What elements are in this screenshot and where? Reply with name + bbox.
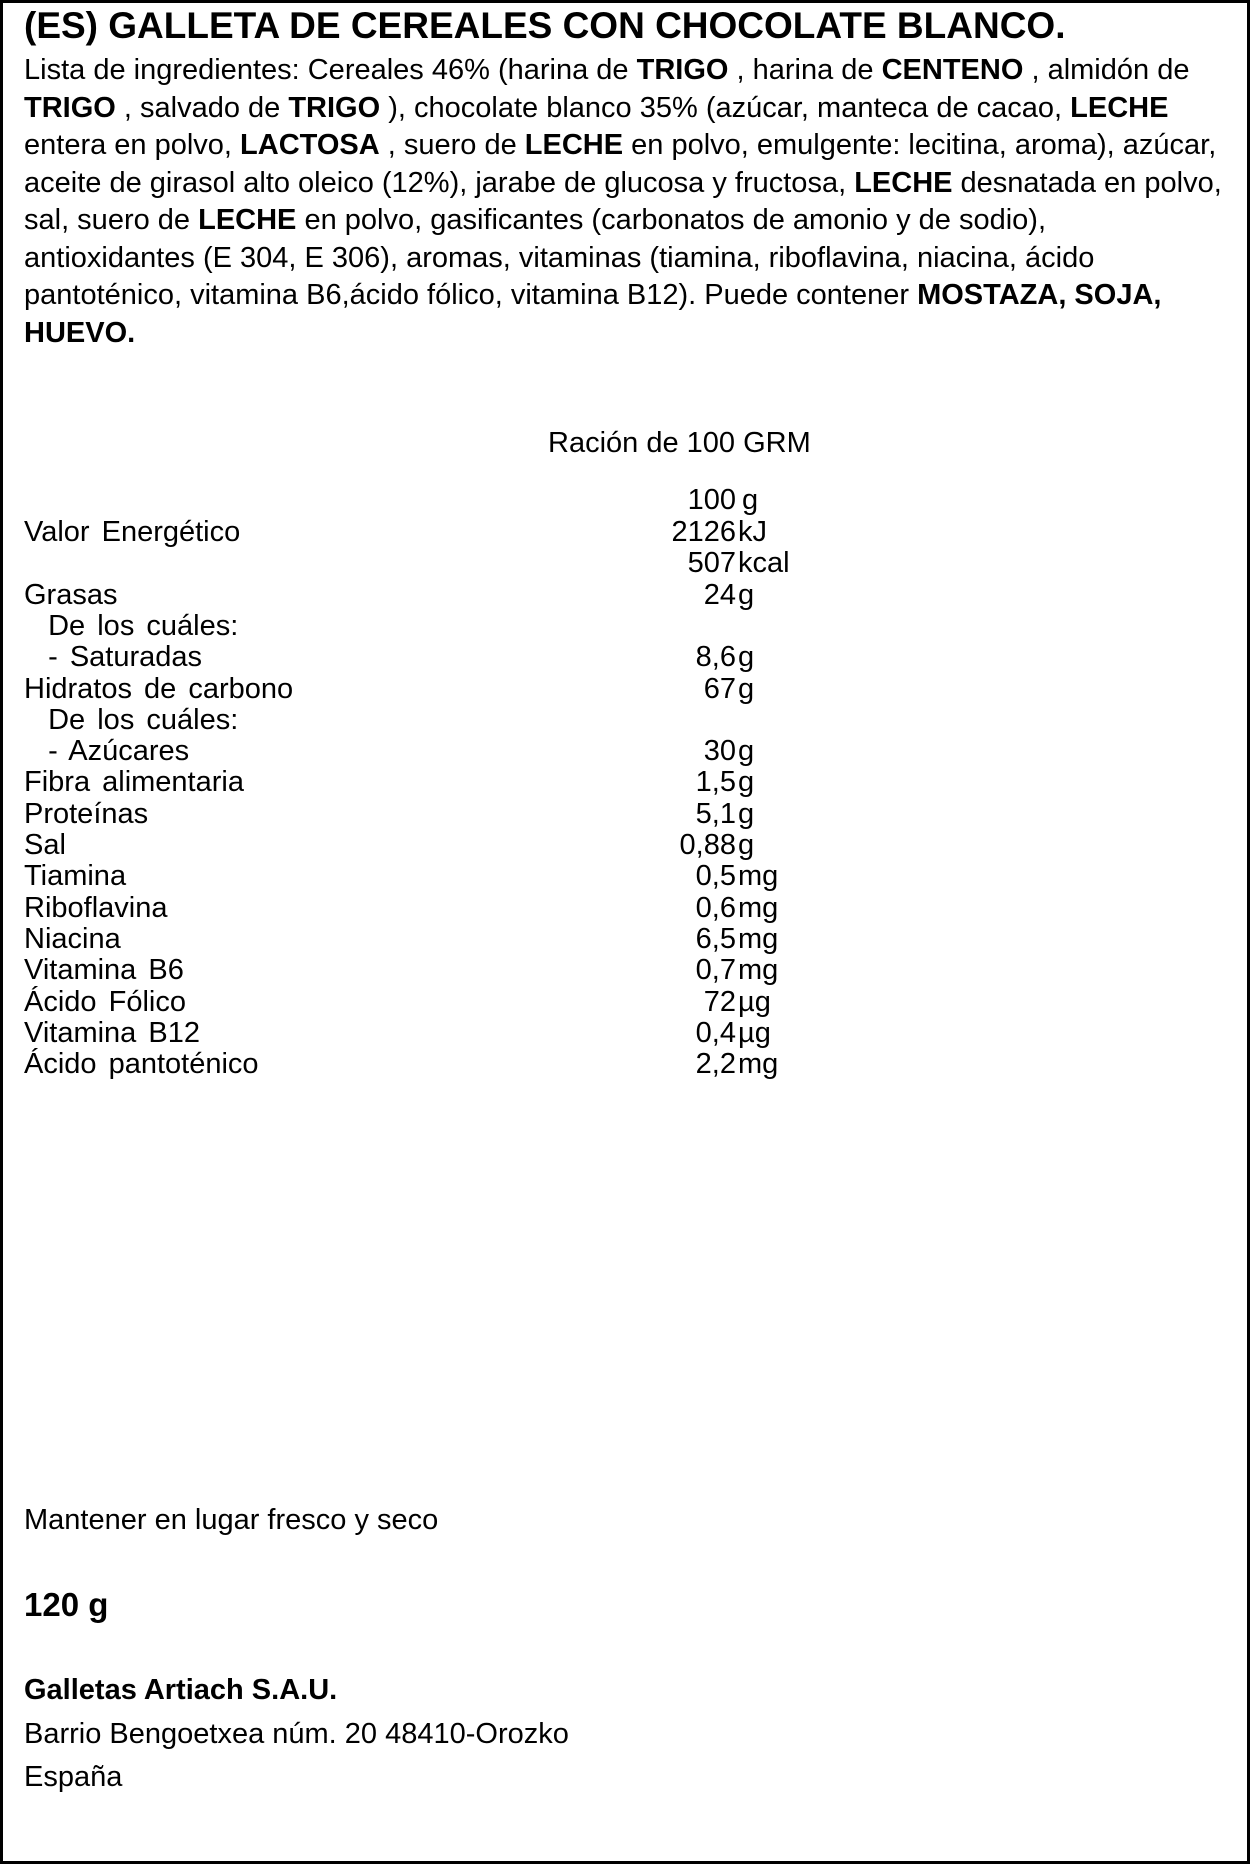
net-weight: 120 g <box>24 1586 109 1623</box>
product-title: (ES) GALLETA DE CEREALES CON CHOCOLATE BLANCO. <box>24 5 1066 46</box>
allergen-text: LECHE <box>854 166 953 199</box>
nutrient-unit: kcal <box>738 547 790 580</box>
nutrient-label: Ácido Fólico <box>24 985 186 1018</box>
company-name: Galletas Artiach S.A.U. <box>24 1674 338 1706</box>
nutrient-label: Hidratos de carbono <box>24 672 294 705</box>
nutrient-label: Sal <box>24 829 66 861</box>
nutrient-unit: µg <box>738 1016 771 1049</box>
nutrient-amount: 1,5 <box>695 766 736 799</box>
ingredient-text: , harina de <box>728 54 882 86</box>
company-address-line2: España <box>24 1761 123 1793</box>
nutrient-unit: µg <box>738 985 771 1018</box>
allergen-text: LECHE <box>198 204 297 236</box>
nutrient-unit: g <box>738 829 755 861</box>
nutrient-label: De los cuáles: <box>24 609 239 642</box>
ingredient-text: Lista de ingredientes: Cereales 46% (harina de <box>24 54 637 86</box>
nutrient-label: - Saturadas <box>24 641 203 674</box>
allergen-text: LECHE <box>1070 91 1169 124</box>
allergen-text: CENTENO <box>881 54 1024 86</box>
nutrition-row <box>24 1046 924 1083</box>
ingredient-text: desnatada en polvo, sal, suero de <box>24 166 1222 236</box>
ingredient-text: en polvo, gasificantes (carbonatos de amonio y de sodio), antioxidantes (E 304, E 306), aromas, vitaminas (tiamina, riboflavina, niacina, ácido pantoténico, vitamina B6,ácido fólico, vitamina B12). Puede contener <box>24 204 1095 311</box>
nutrient-amount: 0,7 <box>695 954 736 987</box>
storage-instructions: Mantener en lugar fresco y seco <box>24 1504 439 1536</box>
nutrient-label: De los cuáles: <box>24 703 239 736</box>
allergen-text: TRIGO <box>636 54 729 86</box>
nutrient-label: Vitamina B6 <box>24 954 184 987</box>
nutrient-label: Valor Energético <box>24 516 241 548</box>
nutrient-amount: 2126 <box>671 516 736 548</box>
nutrient-amount: 30 <box>703 735 736 768</box>
nutrient-label: Tiamina <box>24 860 127 893</box>
nutrient-unit: g <box>738 672 755 705</box>
nutrient-amount: 6,5 <box>695 922 736 955</box>
nutrition-header-unit: g <box>742 484 759 516</box>
allergen-text: TRIGO <box>288 91 381 124</box>
nutrient-label: Fibra alimentaria <box>24 766 244 799</box>
nutrient-amount: 72 <box>703 985 736 1018</box>
nutrient-label: Grasas <box>24 578 118 611</box>
nutrient-label: Riboflavina <box>24 891 168 924</box>
nutrient-unit: mg <box>738 891 779 924</box>
nutrition-header-amount: 100 <box>687 484 736 516</box>
nutrient-unit: mg <box>738 922 779 955</box>
nutrient-unit: mg <box>738 954 779 987</box>
nutrient-unit: mg <box>738 1048 779 1081</box>
nutrient-amount: 507 <box>687 547 736 580</box>
ingredient-text: , suero de <box>379 129 525 161</box>
nutrient-amount: 67 <box>703 672 736 705</box>
nutrient-unit: g <box>738 578 755 611</box>
ingredients-list <box>24 52 1224 352</box>
nutrient-unit: kJ <box>738 516 767 548</box>
nutrient-amount: 5,1 <box>695 797 736 830</box>
nutrient-amount: 0,6 <box>695 891 736 924</box>
nutrient-unit: g <box>738 797 755 830</box>
ingredient-text: ), chocolate blanco 35% (azúcar, manteca de cacao, <box>380 91 1071 124</box>
ingredient-text: , almidón de <box>1023 54 1190 86</box>
nutrient-amount: 0,4 <box>695 1016 736 1049</box>
nutrient-amount: 0,5 <box>695 860 736 893</box>
ingredient-text: , salvado de <box>115 91 289 124</box>
ingredient-text: en polvo, emulgente: lecitina, aroma), azúcar, aceite de girasol alto oleico (12%), jarabe de glucosa y fructosa, <box>24 129 1217 199</box>
nutrient-unit: mg <box>738 860 779 893</box>
nutrient-amount: 24 <box>703 578 736 611</box>
nutrient-label: Vitamina B12 <box>24 1016 200 1049</box>
company-address-line1: Barrio Bengoetxea núm. 20 48410-Orozko <box>24 1718 569 1750</box>
allergen-text: MOSTAZA, SOJA, HUEVO. <box>24 279 1162 349</box>
allergen-text: LACTOSA <box>240 129 380 161</box>
nutrient-unit: g <box>738 735 755 768</box>
nutrient-label: Proteínas <box>24 797 149 830</box>
nutrient-label: Niacina <box>24 922 121 955</box>
nutrient-amount: 8,6 <box>695 641 736 674</box>
nutrient-unit: g <box>738 641 755 674</box>
nutrient-label: - Azúcares <box>24 735 190 768</box>
ingredient-text: entera en polvo, <box>24 129 241 161</box>
nutrient-label: Ácido pantoténico <box>24 1048 259 1081</box>
nutrient-amount: 2,2 <box>695 1048 736 1081</box>
allergen-text: TRIGO <box>24 91 116 124</box>
nutrient-unit: g <box>738 766 755 799</box>
nutrient-amount: 0,88 <box>679 829 736 861</box>
allergen-text: LECHE <box>524 129 624 161</box>
serving-size: Ración de 100 GRM <box>548 427 811 459</box>
